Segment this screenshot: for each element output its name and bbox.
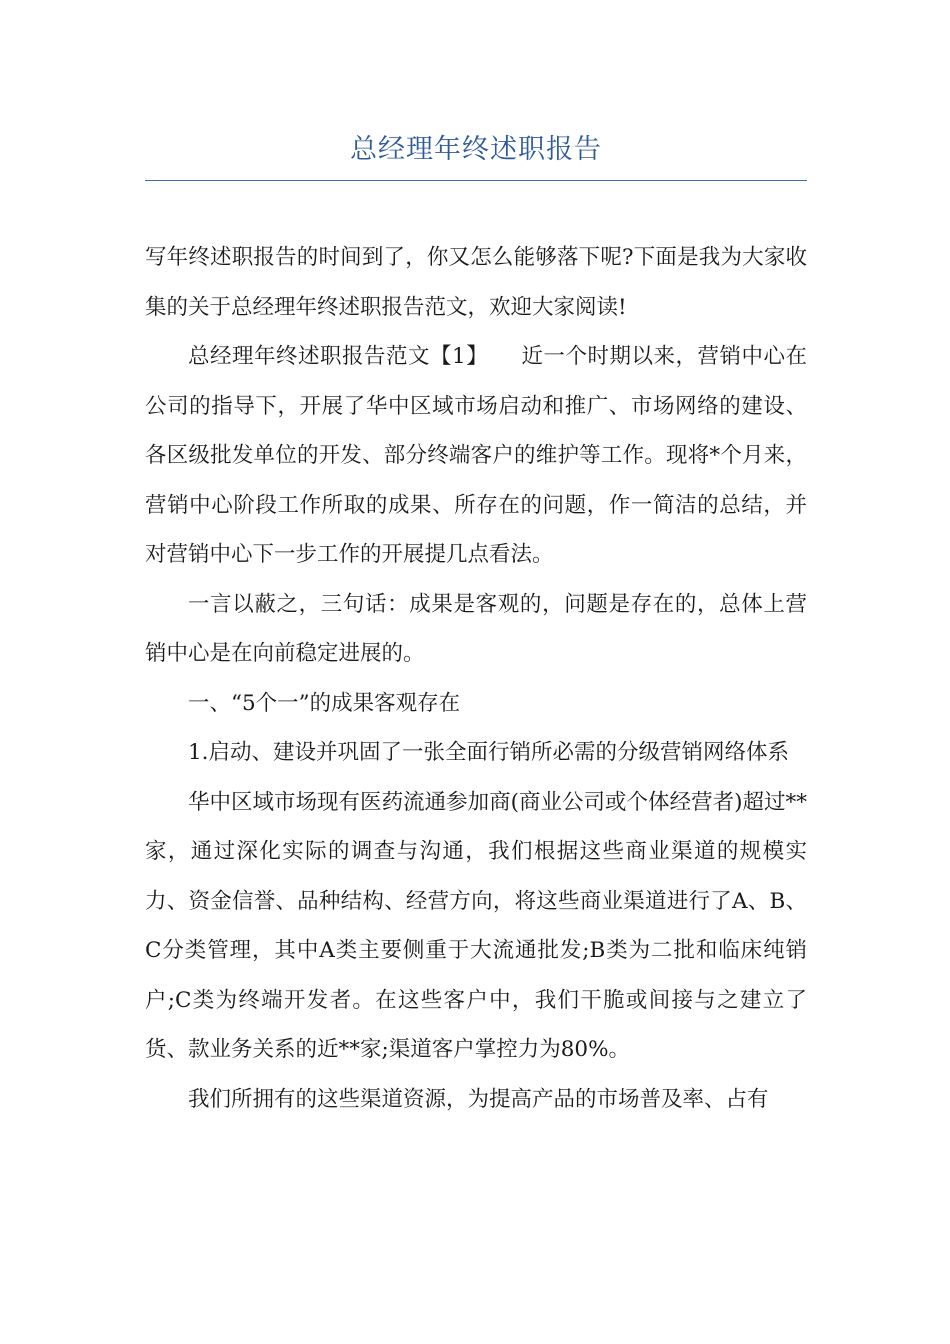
paragraph-market: 华中区域市场现有医药流通参加商(商业公司或个体经营者)超过**家，通过深化实际的调查与沟通，我们根据这些商业渠道的规模实力、资金信誉、品种结构、经营方向，将这些商业渠道进行了A、B、C分类管理，其中A类主要侧重于大流通批发;B类为二批和临床纯销户;C类为终端开发者。在这些客户中，我们干脆或间接与之建立了货、款业务关系的近**家;渠道客户掌控力为80%。 [145, 789, 807, 1062]
paragraph-summary: 一言以蔽之，三句话：成果是客观的，问题是存在的，总体上营销中心是在向前稳定进展的。 [145, 591, 807, 666]
paragraph-resources: 我们所拥有的这些渠道资源，为提高产品的市场普及率、占有 [188, 1086, 769, 1112]
paragraph-intro: 写年终述职报告的时间到了，你又怎么能够落下呢?下面是我为大家收集的关于总经理年终述职报告范文，欢迎大家阅读! [145, 245, 807, 320]
document-title: 总经理年终述职报告 [350, 134, 602, 165]
section-heading-1: 一、“5个一”的成果客观存在 [188, 690, 461, 716]
document-body [145, 233, 807, 1124]
title-underline [145, 180, 807, 181]
subsection-heading-1: 1.启动、建设并巩固了一张全面行销所必需的分级营销网络体系 [188, 740, 790, 765]
paragraph-sample-1: 总经理年终述职报告范文【1】 近一个时期以来，营销中心在公司的指导下，开展了华中区域市场启动和推广、市场网络的建设、各区级批发单位的开发、部分终端客户的维护等工作。现将*个月来，营销中心阶段工作所取的成果、所存在的问题，作一简洁的总结，并对营销中心下一步工作的开展提几点看法。 [145, 344, 807, 567]
